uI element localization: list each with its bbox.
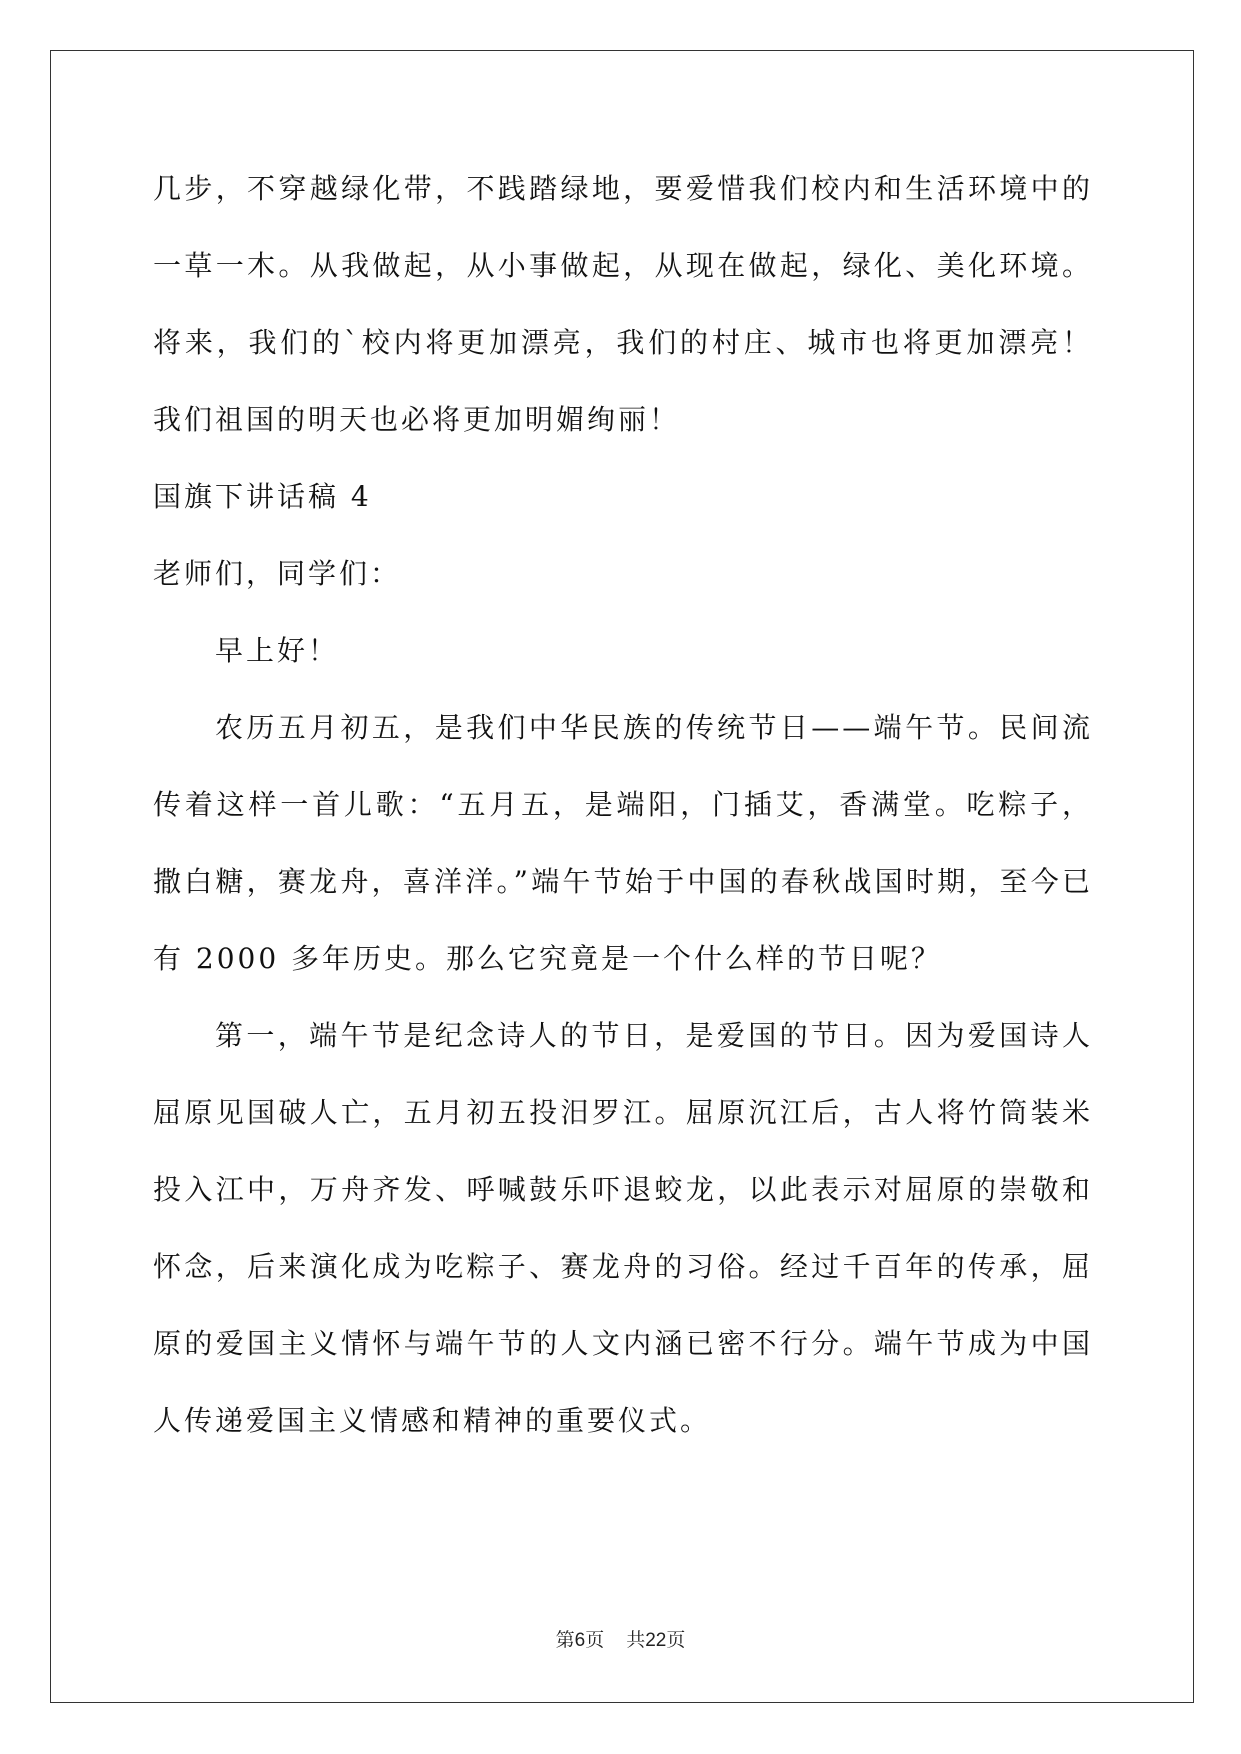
greeting: 早上好！ xyxy=(215,634,340,667)
page-prefix: 第 xyxy=(555,1629,575,1651)
total-pages: 22 xyxy=(645,1630,667,1651)
salutation: 老师们，同学们： xyxy=(153,557,402,590)
paragraph-continuation: 几步，不穿越绿化带，不践踏绿地，要爱惜我们校内和生活环境中的一草一木。从我做起，从小事做起，从现在做起，绿化、美化环境。将来，我们的`校内将更加漂亮，我们的村庄、城市也将更加漂亮！我们祖国的明天也必将更加明媚绚丽！ xyxy=(153,172,1093,436)
page-suffix: 页 xyxy=(585,1629,605,1651)
total-suffix: 页 xyxy=(666,1629,686,1651)
paragraph-first-point: 第一，端午节是纪念诗人的节日，是爱国的节日。因为爱国诗人屈原见国破人亡，五月初五投汨罗江。屈原沉江后，古人将竹筒装米投入江中，万舟齐发、呼喊鼓乐吓退蛟龙，以此表示对屈原的崇敬和怀念，后来演化成为吃粽子、赛龙舟的习俗。经过千百年的传承，屈原的爱国主义情怀与端午节的人文内涵已密不行分。端午节成为中国人传递爱国主义情感和精神的重要仪式。 xyxy=(153,1019,1093,1437)
total-prefix: 共 xyxy=(626,1629,646,1651)
document-body xyxy=(153,150,1093,1459)
page-footer xyxy=(0,1625,1241,1652)
paragraph-dragon-boat-intro: 农历五月初五，是我们中华民族的传统节日——端午节。民间流传着这样一首儿歌：“五月五，是端阳，门插艾，香满堂。吃粽子，撒白糖，赛龙舟，喜洋洋。”端午节始于中国的春秋战国时期，至今已有 2000 多年历史。那么它究竟是一个什么样的节日呢？ xyxy=(153,711,1093,975)
section-heading: 国旗下讲话稿 4 xyxy=(153,480,372,513)
page-number: 6 xyxy=(574,1630,586,1651)
